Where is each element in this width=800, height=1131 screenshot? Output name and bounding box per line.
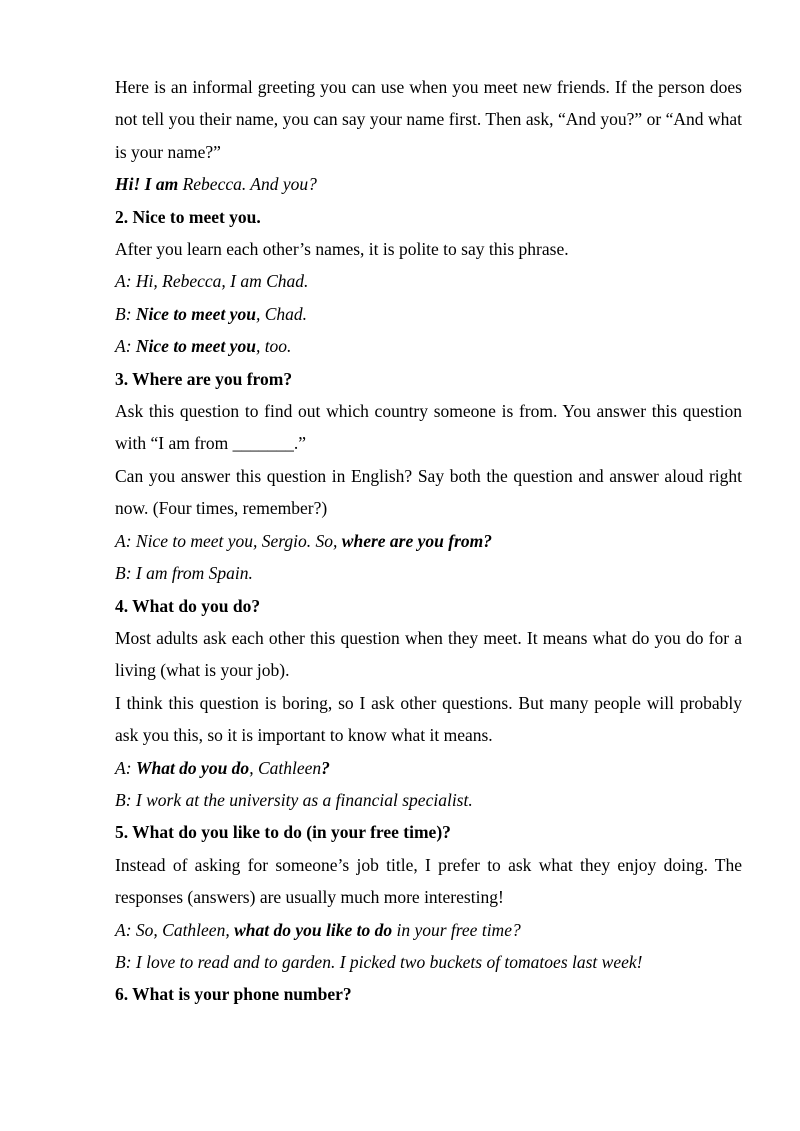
dialogue-suffix: , too. <box>255 336 292 357</box>
dialogue-line <box>115 330 742 362</box>
dialogue-line <box>115 525 742 557</box>
section-3-heading: 3. Where are you from? <box>115 368 293 389</box>
dialogue-bold: what do you like to do <box>234 919 393 940</box>
page-content <box>115 71 742 1011</box>
section-4-heading: 4. What do you do? <box>115 595 261 616</box>
dialogue-bold: ? <box>321 757 330 778</box>
greeting-example <box>115 168 742 200</box>
dialogue-bold: Nice to meet you <box>135 336 256 357</box>
intro-paragraph: Here is an informal greeting you can use when you meet new friends. If the person does not tell you their name, you can say your name first. Then ask, “And you?” or “And what is your name?” <box>115 77 742 162</box>
dialogue-line <box>115 914 742 946</box>
dialogue-prefix: A: <box>115 757 136 778</box>
dialogue-line: A: Hi, Rebecca, I am Chad. <box>115 271 309 292</box>
dialogue-bold: Nice to meet you <box>135 303 256 324</box>
greeting-bold: Hi! I am <box>115 174 179 195</box>
dialogue-suffix: in your free time? <box>392 919 521 940</box>
dialogue-line <box>115 298 742 330</box>
dialogue-bold: where are you from? <box>341 530 492 551</box>
dialogue-suffix: , Chad. <box>255 303 307 324</box>
section-4-text: Most adults ask each other this question when they meet. It means what do you do for a living (what is your job). <box>115 627 742 681</box>
section-2-text: After you learn each other’s names, it is polite to say this phrase. <box>115 239 569 260</box>
section-3-text: Can you answer this question in English? Say both the question and answer aloud right now. (Four times, remember?) <box>115 465 742 519</box>
dialogue-line: B: I love to read and to garden. I picked two buckets of tomatoes last week! <box>115 951 643 972</box>
dialogue-line: B: I am from Spain. <box>115 563 253 584</box>
dialogue-line: B: I work at the university as a financial specialist. <box>115 789 473 810</box>
dialogue-prefix: A: Nice to meet you, Sergio. So, <box>115 530 342 551</box>
greeting-rest: Rebecca. And you? <box>178 174 317 195</box>
dialogue-prefix: B: <box>115 303 136 324</box>
section-5-heading: 5. What do you like to do (in your free time)? <box>115 822 451 843</box>
section-4-text: I think this question is boring, so I ask other questions. But many people will probably ask you this, so it is important to know what it means. <box>115 692 742 746</box>
section-5-text: Instead of asking for someone’s job title, I prefer to ask what they enjoy doing. The responses (answers) are usually much more interesting! <box>115 854 742 908</box>
dialogue-middle: , Cathleen <box>249 757 322 778</box>
section-2-heading: 2. Nice to meet you. <box>115 206 261 227</box>
dialogue-prefix: A: <box>115 336 136 357</box>
dialogue-line <box>115 752 742 784</box>
section-6-heading: 6. What is your phone number? <box>115 984 352 1005</box>
dialogue-bold: What do you do <box>135 757 250 778</box>
dialogue-prefix: A: So, Cathleen, <box>115 919 235 940</box>
section-3-text: Ask this question to find out which country someone is from. You answer this question with “I am from _______.” <box>115 401 742 454</box>
